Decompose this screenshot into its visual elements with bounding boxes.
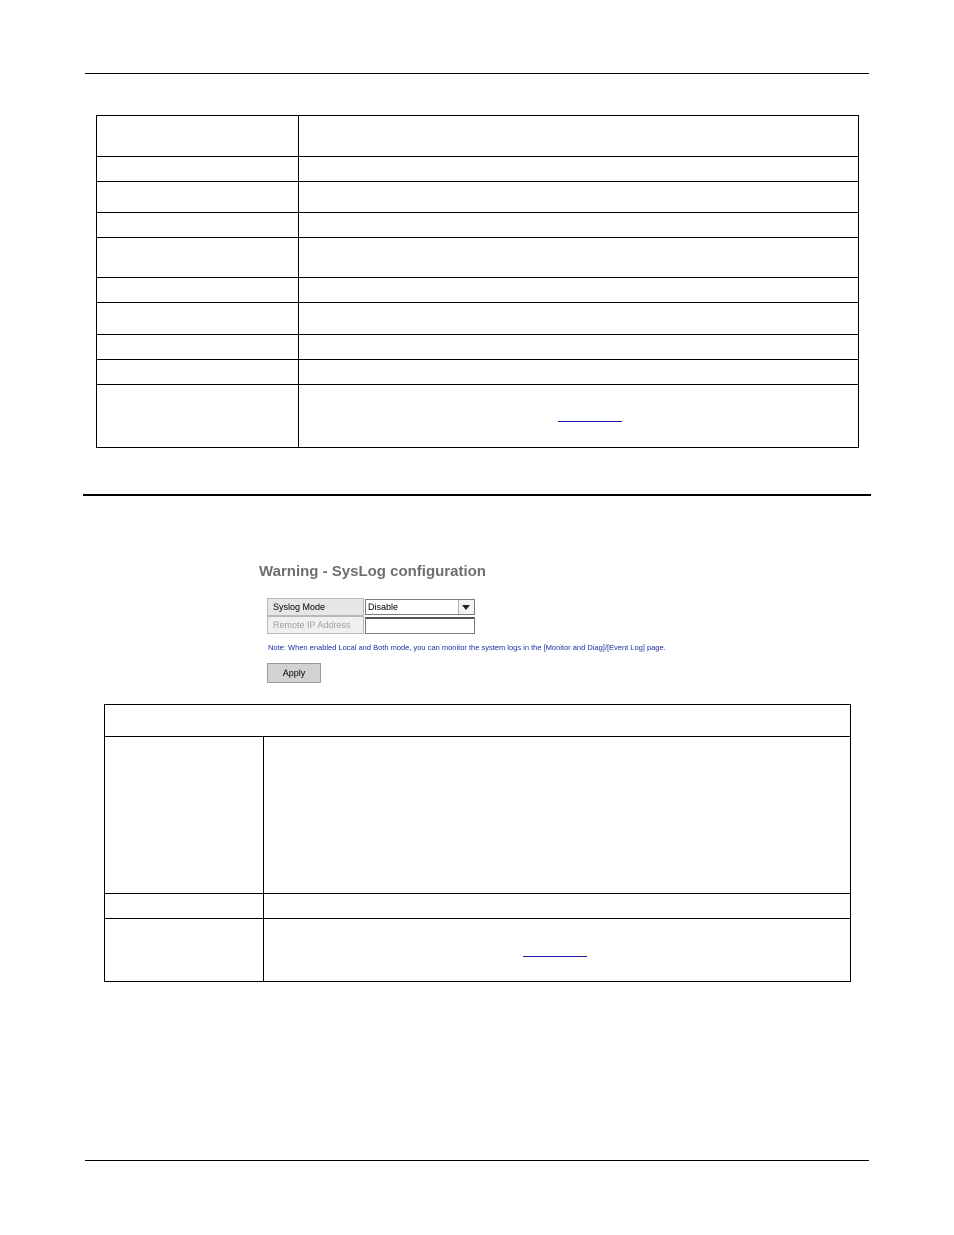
table-cell [105,737,264,894]
cross-reference-link[interactable] [558,421,622,422]
chevron-down-icon[interactable] [458,600,474,614]
header-rule [85,73,869,74]
table-cell [97,182,299,213]
parameter-table-2 [104,704,851,982]
cross-reference-link[interactable] [523,956,587,957]
table-row [97,116,859,157]
table-cell [97,116,299,157]
table-row [97,335,859,360]
table-cell [97,278,299,303]
syslog-mode-value: Disable [368,602,399,612]
table-cell [97,360,299,385]
section-divider [83,494,871,496]
table-cell [264,919,851,982]
table-cell [105,894,264,919]
table-cell [264,737,851,894]
table-cell [299,385,859,448]
remote-ip-label: Remote IP Address [267,616,364,634]
table-cell [97,213,299,238]
table-row [105,705,851,737]
table-cell [299,303,859,335]
footer-rule [85,1160,869,1161]
table-cell [299,335,859,360]
table-cell [299,278,859,303]
table-cell [299,360,859,385]
table-cell [299,238,859,278]
table-row [97,182,859,213]
parameter-table-1 [96,115,859,448]
table-row [97,303,859,335]
table-cell [264,894,851,919]
table-row [97,213,859,238]
syslog-config-title: Warning - SysLog configuration [259,563,486,580]
syslog-mode-select[interactable] [365,599,475,615]
table-row [97,385,859,448]
table-row [105,737,851,894]
table-cell [105,919,264,982]
table-row [97,278,859,303]
remote-ip-input[interactable] [365,617,475,634]
table-cell [299,116,859,157]
table-row [97,238,859,278]
table-row [105,919,851,982]
table-cell [97,303,299,335]
table-cell [299,213,859,238]
apply-button[interactable]: Apply [267,663,321,683]
remote-ip-row [267,616,477,634]
table-cell [105,705,851,737]
table-cell [299,157,859,182]
table-cell [97,385,299,448]
syslog-mode-row [267,598,477,616]
syslog-note: Note: When enabled Local and Both mode, you can monitor the system logs in the [Monitor and Diag]/[Event Log] page. [268,643,666,652]
table-cell [97,238,299,278]
table-row [105,894,851,919]
table-cell [97,157,299,182]
table-cell [97,335,299,360]
syslog-mode-label: Syslog Mode [267,598,364,616]
table-row [97,360,859,385]
table-cell [299,182,859,213]
table-row [97,157,859,182]
